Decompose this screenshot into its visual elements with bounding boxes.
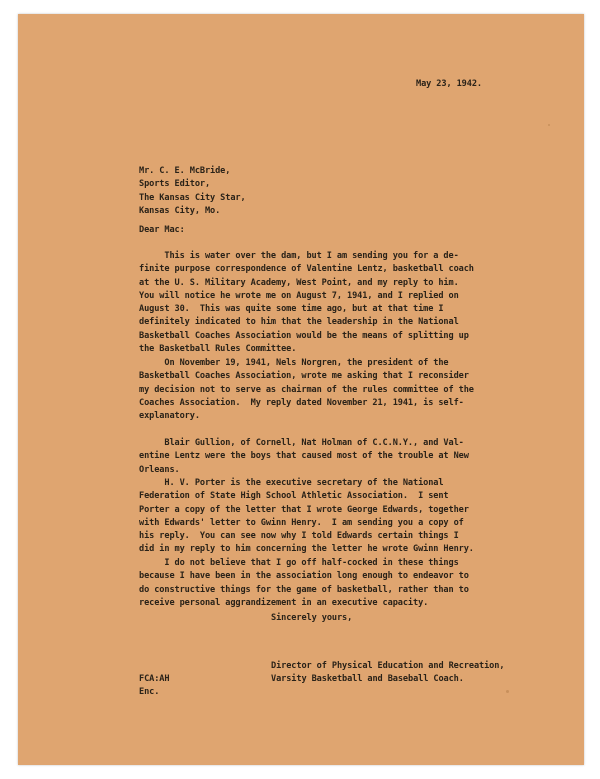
body-paragraph-3 [139, 437, 469, 477]
paragraph-line: definitely indicated to him that the leadership in the National [139, 317, 459, 328]
paragraph-line: my decision not to serve as chairman of the rules committee of the [139, 384, 474, 395]
paragraph-line: Porter a copy of the letter that I wrote George Edwards, together [139, 504, 469, 515]
body-paragraph-1 [139, 250, 474, 356]
paragraph-line: entine Lentz were the boys that caused most of the trouble at New [139, 451, 469, 462]
body-paragraph-2 [139, 357, 474, 423]
reference-initials [139, 673, 169, 700]
recipient-line: The Kansas City Star, [139, 192, 246, 203]
paragraph-line: Blair Gullion, of Cornell, Nat Holman of C.C.N.Y., and Val- [139, 438, 464, 448]
recipient-line: Sports Editor, [139, 179, 211, 190]
paragraph-line: receive personal aggrandizement in an executive capacity. [139, 597, 429, 608]
signature-line: Director of Physical Education and Recreation, [271, 661, 505, 671]
paragraph-line: H. V. Porter is the executive secretary of the National [139, 478, 444, 488]
paragraph-line: with Edwards' letter to Gwinn Henry. I am sending you a copy of [139, 517, 464, 528]
paragraph-line: did in my reply to him concerning the letter he wrote Gwinn Henry. [139, 544, 474, 555]
paragraph-line: This is water over the dam, but I am sending you for a de- [139, 251, 459, 261]
paragraph-line: On November 19, 1941, Nels Norgren, the president of the [139, 358, 449, 368]
paragraph-line: Orleans. [139, 464, 180, 475]
paragraph-line: the Basketball Rules Committee. [139, 344, 297, 355]
recipient-line: Kansas City, Mo. [139, 205, 221, 216]
paragraph-line: his reply. You can see now why I told Edwards certain things I [139, 531, 459, 542]
reference-line: FCA:AH [139, 674, 170, 684]
recipient-address [139, 165, 246, 218]
signature-title [271, 660, 504, 687]
paragraph-line: finite purpose correspondence of Valentine Lentz, basketball coach [139, 264, 474, 275]
paper-speck [548, 124, 550, 126]
signature-line: Varsity Basketball and Baseball Coach. [271, 674, 464, 685]
body-paragraph-4 [139, 477, 474, 557]
paragraph-line: Coaches Association. My reply dated November 21, 1941, is self- [139, 397, 464, 408]
recipient-line: Mr. C. E. McBride, [139, 166, 231, 176]
paragraph-line: do constructive things for the game of basketball, rather than to [139, 584, 469, 595]
paragraph-line: Basketball Coaches Association would be the means of splitting up [139, 330, 469, 341]
paragraph-line: Basketball Coaches Association, wrote me asking that I reconsider [139, 371, 469, 382]
paragraph-line: August 30. This was quite some time ago, but at that time I [139, 304, 444, 315]
reference-line: Enc. [139, 687, 160, 698]
paper-speck [506, 690, 509, 693]
paragraph-line: I do not believe that I go off half-cocked in these things [139, 558, 459, 568]
paragraph-line: explanatory. [139, 411, 200, 422]
paragraph-line: at the U. S. Military Academy, West Point, and my reply to him. [139, 277, 459, 288]
letter-date: May 23, 1942. [416, 79, 482, 89]
paragraph-line: You will notice he wrote me on August 7, 1941, and I replied on [139, 290, 459, 301]
salutation: Dear Mac: [139, 225, 185, 235]
complimentary-close: Sincerely yours, [271, 613, 353, 623]
letter-page [18, 14, 584, 765]
body-paragraph-5 [139, 557, 469, 610]
paragraph-line: because I have been in the association long enough to endeavor to [139, 571, 469, 582]
paragraph-line: Federation of State High School Athletic Association. I sent [139, 491, 449, 502]
